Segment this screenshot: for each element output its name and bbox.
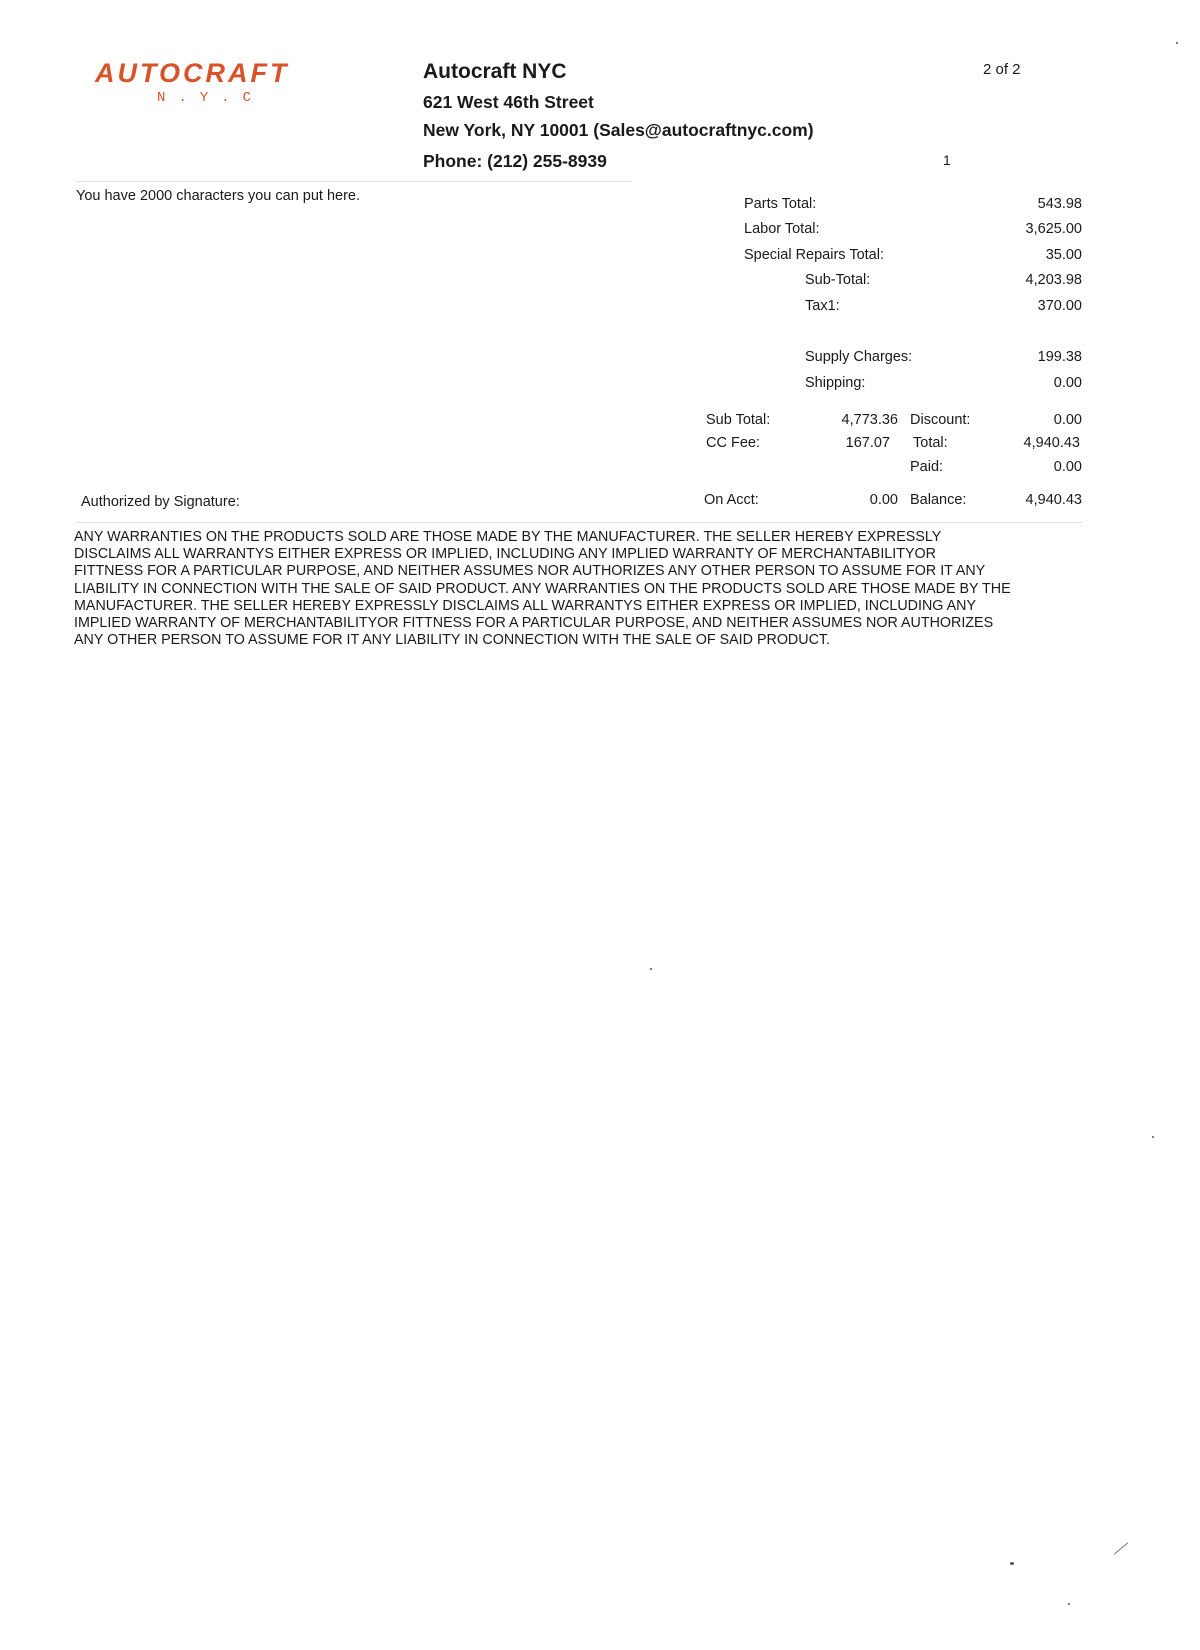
scan-speck bbox=[1176, 42, 1178, 44]
signature-divider bbox=[76, 522, 1082, 523]
logo-subtext: N.Y.C bbox=[157, 90, 265, 106]
paid-value: 0.00 bbox=[1053, 459, 1082, 475]
shipping-value: 0.00 bbox=[1053, 375, 1082, 391]
sub-total-value: 4,773.36 bbox=[841, 412, 898, 428]
on-acct-value: 0.00 bbox=[869, 492, 898, 508]
tax-label: Tax1: bbox=[805, 298, 840, 314]
parts-total-value: 543.98 bbox=[1037, 196, 1082, 212]
logo-wordmark: AUTOCRAFT bbox=[95, 58, 290, 88]
company-logo bbox=[95, 58, 289, 106]
cc-fee-label: CC Fee: bbox=[706, 435, 760, 451]
warranty-line: LIABILITY IN CONNECTION WITH THE SALE OF SAID PRODUCT. ANY WARRANTIES ON THE PRODUCTS SOLD ARE THOSE MADE BY THE bbox=[74, 580, 1011, 597]
warranty-line: IMPLIED WARRANTY OF MERCHANTABILITYOR FITTNESS FOR A PARTICULAR PURPOSE, AND NEITHER ASSUMES NOR AUTHORIZES bbox=[74, 615, 994, 632]
warranty-line: ANY OTHER PERSON TO ASSUME FOR IT ANY LIABILITY IN CONNECTION WITH THE SALE OF SAID PRODUCT. bbox=[74, 632, 831, 649]
tax-value: 370.00 bbox=[1037, 298, 1082, 314]
page-indicator: 2 of 2 bbox=[983, 61, 1021, 78]
total-value: 4,940.43 bbox=[1023, 435, 1080, 451]
subtotal-label: Sub-Total: bbox=[805, 272, 871, 288]
company-street: 621 West 46th Street bbox=[423, 92, 594, 112]
parts-total-label: Parts Total: bbox=[744, 196, 817, 212]
discount-label: Discount: bbox=[910, 412, 971, 428]
balance-value: 4,940.43 bbox=[1025, 492, 1082, 508]
company-name: Autocraft NYC bbox=[423, 60, 567, 83]
warranty-line: FITTNESS FOR A PARTICULAR PURPOSE, AND NEITHER ASSUMES NOR AUTHORIZES ANY OTHER PERSON TO ASSUME FOR IT ANY bbox=[74, 563, 986, 580]
subtotal-value: 4,203.98 bbox=[1025, 272, 1082, 288]
scan-speck bbox=[1068, 1603, 1070, 1605]
supply-charges-value: 199.38 bbox=[1037, 349, 1082, 365]
balance-label: Balance: bbox=[910, 492, 967, 508]
warranty-line: MANUFACTURER. THE SELLER HEREBY EXPRESSLY DISCLAIMS ALL WARRANTYS EITHER EXPRESS OR IMPLIED, INCLUDING ANY bbox=[74, 597, 976, 614]
scan-mark bbox=[1114, 1542, 1128, 1554]
cc-fee-value: 167.07 bbox=[845, 435, 890, 451]
notes-text: You have 2000 characters you can put here. bbox=[76, 188, 361, 204]
header-number: 1 bbox=[943, 152, 951, 168]
scan-speck bbox=[1152, 1136, 1154, 1138]
warranty-line: ANY WARRANTIES ON THE PRODUCTS SOLD ARE THOSE MADE BY THE MANUFACTURER. THE SELLER HEREBY EXPRESSLY bbox=[74, 529, 942, 545]
sub-total-label: Sub Total: bbox=[706, 412, 771, 428]
shipping-label: Shipping: bbox=[805, 375, 866, 391]
paid-label: Paid: bbox=[910, 459, 944, 475]
company-city-email: New York, NY 10001 (Sales@autocraftnyc.com) bbox=[423, 120, 814, 140]
company-phone: Phone: (212) 255-8939 bbox=[423, 151, 607, 171]
special-repairs-value: 35.00 bbox=[1045, 247, 1082, 263]
authorized-signature-label: Authorized by Signature: bbox=[81, 494, 240, 510]
on-acct-label: On Acct: bbox=[704, 492, 759, 508]
special-repairs-label: Special Repairs Total: bbox=[744, 247, 884, 263]
scan-speck bbox=[1010, 1562, 1014, 1565]
total-label: Total: bbox=[913, 435, 948, 451]
labor-total-label: Labor Total: bbox=[744, 221, 820, 237]
discount-value: 0.00 bbox=[1053, 412, 1082, 428]
supply-charges-label: Supply Charges: bbox=[805, 349, 913, 365]
warranty-disclaimer bbox=[74, 529, 1084, 649]
scan-speck bbox=[650, 968, 652, 970]
warranty-line: DISCLAIMS ALL WARRANTYS EITHER EXPRESS OR IMPLIED, INCLUDING ANY IMPLIED WARRANTY OF MERCHANTABILITYOR bbox=[74, 546, 936, 563]
header-divider bbox=[76, 181, 631, 182]
labor-total-value: 3,625.00 bbox=[1025, 221, 1082, 237]
